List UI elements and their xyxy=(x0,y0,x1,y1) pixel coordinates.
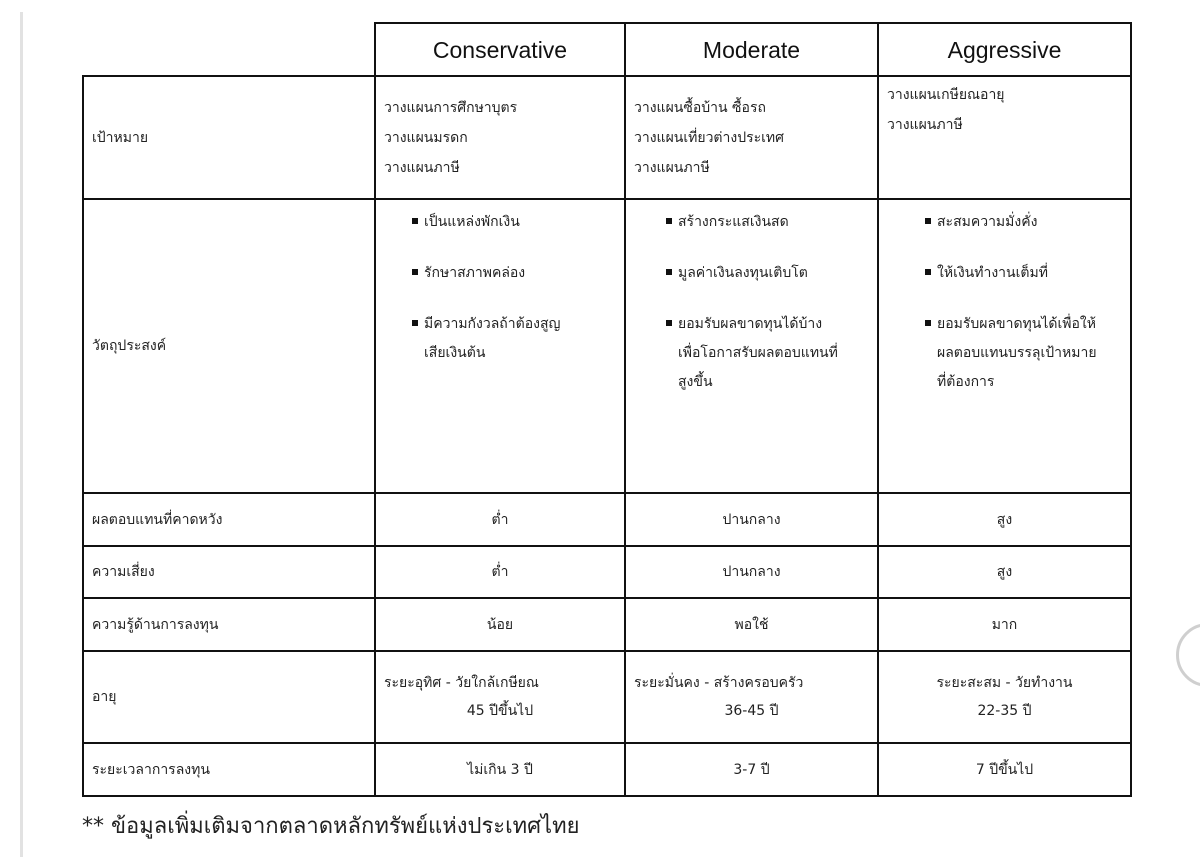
goal-item: วางแผนมรดก xyxy=(384,129,468,146)
row-label-horizon: ระยะเวลาการลงทุน xyxy=(83,743,375,796)
table-row-horizon xyxy=(83,743,1131,796)
age-range: 36-45 ปี xyxy=(724,703,779,719)
header-corner-cell xyxy=(83,23,375,76)
column-header-conservative: Conservative xyxy=(375,23,625,76)
table-row-objectives xyxy=(83,199,1131,493)
table-row-knowledge xyxy=(83,598,1131,651)
table-row-risk xyxy=(83,546,1131,598)
age-stage: ระยะสะสม - วัยทำงาน xyxy=(936,675,1073,691)
expected-return-conservative: ต่ำ xyxy=(375,493,625,546)
knowledge-conservative: น้อย xyxy=(375,598,625,651)
goals-moderate xyxy=(625,76,878,199)
goal-item: วางแผนเกษียณอายุ xyxy=(887,87,1005,103)
risk-moderate: ปานกลาง xyxy=(625,546,878,598)
objective-item: สร้างกระแสเงินสด xyxy=(678,208,869,237)
objective-item: ให้เงินทำงานเต็มที่ xyxy=(937,259,1122,288)
row-label-risk: ความเสี่ยง xyxy=(83,546,375,598)
age-range: 22-35 ปี xyxy=(977,703,1032,719)
objective-item: เป็นแหล่งพักเงิน xyxy=(424,208,616,237)
column-header-aggressive: Aggressive xyxy=(878,23,1131,76)
investor-profile-table xyxy=(82,22,1132,797)
row-label-knowledge: ความรู้ด้านการลงทุน xyxy=(83,598,375,651)
square-bullet-icon xyxy=(925,320,931,326)
horizon-aggressive: 7 ปีขึ้นไป xyxy=(878,743,1131,796)
square-bullet-icon xyxy=(412,320,418,326)
objective-item: ยอมรับผลขาดทุนได้บ้างเพื่อโอกาสรับผลตอบแทนที่สูงขึ้น xyxy=(678,310,869,397)
objective-list xyxy=(887,208,1122,397)
objective-item: รักษาสภาพคล่อง xyxy=(424,259,616,288)
table-row-goals xyxy=(83,76,1131,199)
objective-item: สะสมความมั่งคั่ง xyxy=(937,208,1122,237)
square-bullet-icon xyxy=(666,218,672,224)
horizon-moderate: 3-7 ปี xyxy=(625,743,878,796)
objective-item: ยอมรับผลขาดทุนได้เพื่อให้ผลตอบแทนบรรลุเป้าหมายที่ต้องการ xyxy=(937,310,1122,397)
expected-return-moderate: ปานกลาง xyxy=(625,493,878,546)
square-bullet-icon xyxy=(925,269,931,275)
age-stage: ระยะมั่นคง - สร้างครอบครัว xyxy=(634,675,804,691)
scroll-circle-button[interactable] xyxy=(1176,623,1200,687)
objective-list xyxy=(384,208,616,368)
objective-item: มีความกังวลถ้าต้องสูญเสียเงินต้น xyxy=(424,310,616,368)
column-header-moderate: Moderate xyxy=(625,23,878,76)
row-label-objectives: วัตถุประสงค์ xyxy=(83,199,375,493)
square-bullet-icon xyxy=(666,320,672,326)
row-label-goals: เป้าหมาย xyxy=(83,76,375,199)
row-label-expected-return: ผลตอบแทนที่คาดหวัง xyxy=(83,493,375,546)
risk-conservative: ต่ำ xyxy=(375,546,625,598)
goal-item: วางแผนการศึกษาบุตร xyxy=(384,99,518,116)
objectives-aggressive xyxy=(878,199,1131,493)
objectives-conservative xyxy=(375,199,625,493)
risk-aggressive: สูง xyxy=(878,546,1131,598)
goal-item: วางแผนภาษี xyxy=(634,159,710,176)
age-moderate xyxy=(625,651,878,743)
square-bullet-icon xyxy=(925,218,931,224)
left-margin-rule xyxy=(20,12,23,857)
header-row xyxy=(83,23,1131,76)
goals-aggressive xyxy=(878,76,1131,199)
objective-item: มูลค่าเงินลงทุนเติบโต xyxy=(678,259,869,288)
square-bullet-icon xyxy=(666,269,672,275)
age-conservative xyxy=(375,651,625,743)
age-stage: ระยะอุทิศ - วัยใกล้เกษียณ xyxy=(384,675,539,691)
objective-list xyxy=(634,208,869,397)
goal-item: วางแผนภาษี xyxy=(887,117,963,133)
age-aggressive xyxy=(878,651,1131,743)
table-row-age xyxy=(83,651,1131,743)
age-range: 45 ปีขึ้นไป xyxy=(466,703,534,719)
square-bullet-icon xyxy=(412,218,418,224)
expected-return-aggressive: สูง xyxy=(878,493,1131,546)
goal-item: วางแผนซื้อบ้าน ซื้อรถ xyxy=(634,99,766,116)
goal-item: วางแผนเที่ยวต่างประเทศ xyxy=(634,129,785,146)
goals-conservative xyxy=(375,76,625,199)
source-footnote: ** ข้อมูลเพิ่มเติมจากตลาดหลักทรัพย์แห่งประเทศไทย xyxy=(82,814,580,839)
table-row-expected-return xyxy=(83,493,1131,546)
knowledge-aggressive: มาก xyxy=(878,598,1131,651)
goal-item: วางแผนภาษี xyxy=(384,159,460,176)
objectives-moderate xyxy=(625,199,878,493)
horizon-conservative: ไม่เกิน 3 ปี xyxy=(375,743,625,796)
row-label-age: อายุ xyxy=(83,651,375,743)
knowledge-moderate: พอใช้ xyxy=(625,598,878,651)
square-bullet-icon xyxy=(412,269,418,275)
